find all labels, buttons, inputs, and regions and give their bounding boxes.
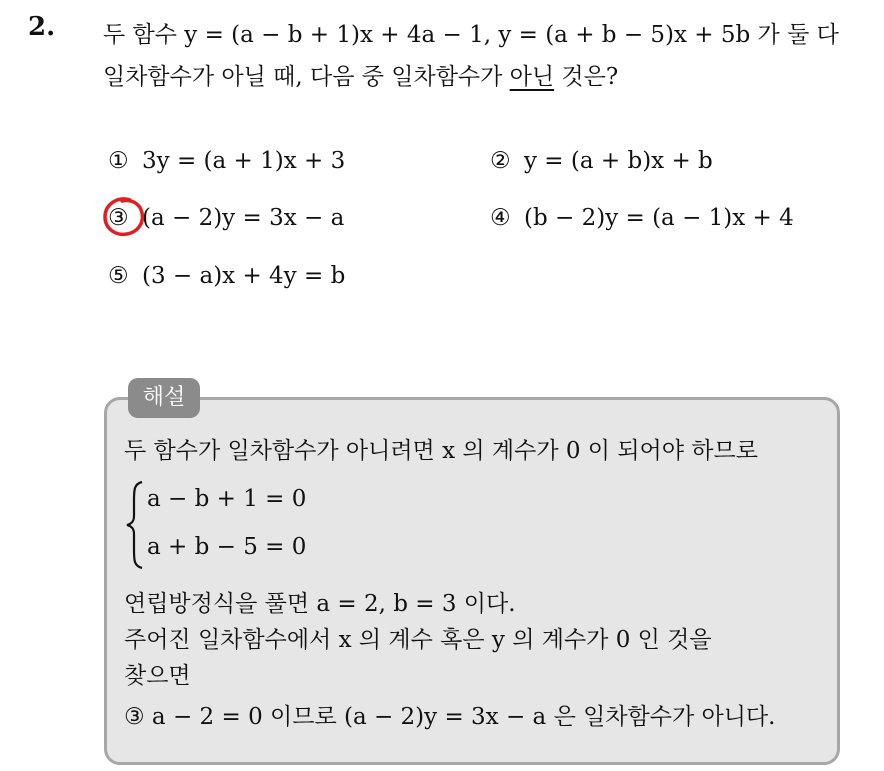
solution-tag: 해설	[128, 378, 200, 418]
problem-text-line-1: 두 함수 y = (a − b + 1)x + 4a − 1, y = (a + b − 5)x + 5b 가 둘 다	[103, 22, 839, 48]
choice-4-marker: ④	[490, 205, 511, 231]
problem-number: 2.	[28, 12, 56, 42]
problem-text-line-2-end: 것은?	[554, 64, 619, 90]
underlined-not-word: 아닌	[509, 64, 555, 90]
solution-line-2: 연립방정식을 풀면 a = 2, b = 3 이다.	[124, 591, 516, 617]
problem-text-line-2-start: 일차함수가 아닐 때, 다음 중 일차함수가	[103, 64, 510, 90]
system-equation-2: a + b − 5 = 0	[147, 534, 307, 560]
choice-4[interactable]	[490, 205, 794, 231]
solution-line-4: 찾으면	[124, 663, 191, 689]
choice-3-marker: ③	[108, 205, 129, 231]
choice-1[interactable]	[108, 148, 345, 174]
answer-circle-mark	[100, 194, 148, 240]
choice-2[interactable]	[490, 148, 713, 174]
choice-5-text: (3 − a)x + 4y = b	[142, 263, 346, 289]
solution-line-3: 주어진 일차함수에서 x 의 계수 혹은 y 의 계수가 0 인 것을	[124, 627, 712, 653]
problem-text-line-2	[103, 58, 618, 91]
solution-line-1: 두 함수가 일차함수가 아니려면 x 의 계수가 0 이 되어야 하므로	[124, 438, 758, 464]
choice-2-marker: ②	[490, 148, 511, 174]
choice-1-text: 3y = (a + 1)x + 3	[142, 148, 346, 174]
choice-5-marker: ⑤	[108, 263, 129, 289]
choice-4-text: (b − 2)y = (a − 1)x + 4	[524, 205, 794, 231]
solution-line-5: ③ a − 2 = 0 이므로 (a − 2)y = 3x − a 은 일차함수가 아니다.	[124, 704, 776, 730]
system-equation-1: a − b + 1 = 0	[147, 486, 307, 512]
choice-2-text: y = (a + b)x + b	[524, 148, 713, 174]
choice-5[interactable]	[108, 263, 345, 289]
system-brace	[124, 480, 146, 570]
choice-1-marker: ①	[108, 148, 129, 174]
choice-3-text: (a − 2)y = 3x − a	[142, 205, 345, 231]
